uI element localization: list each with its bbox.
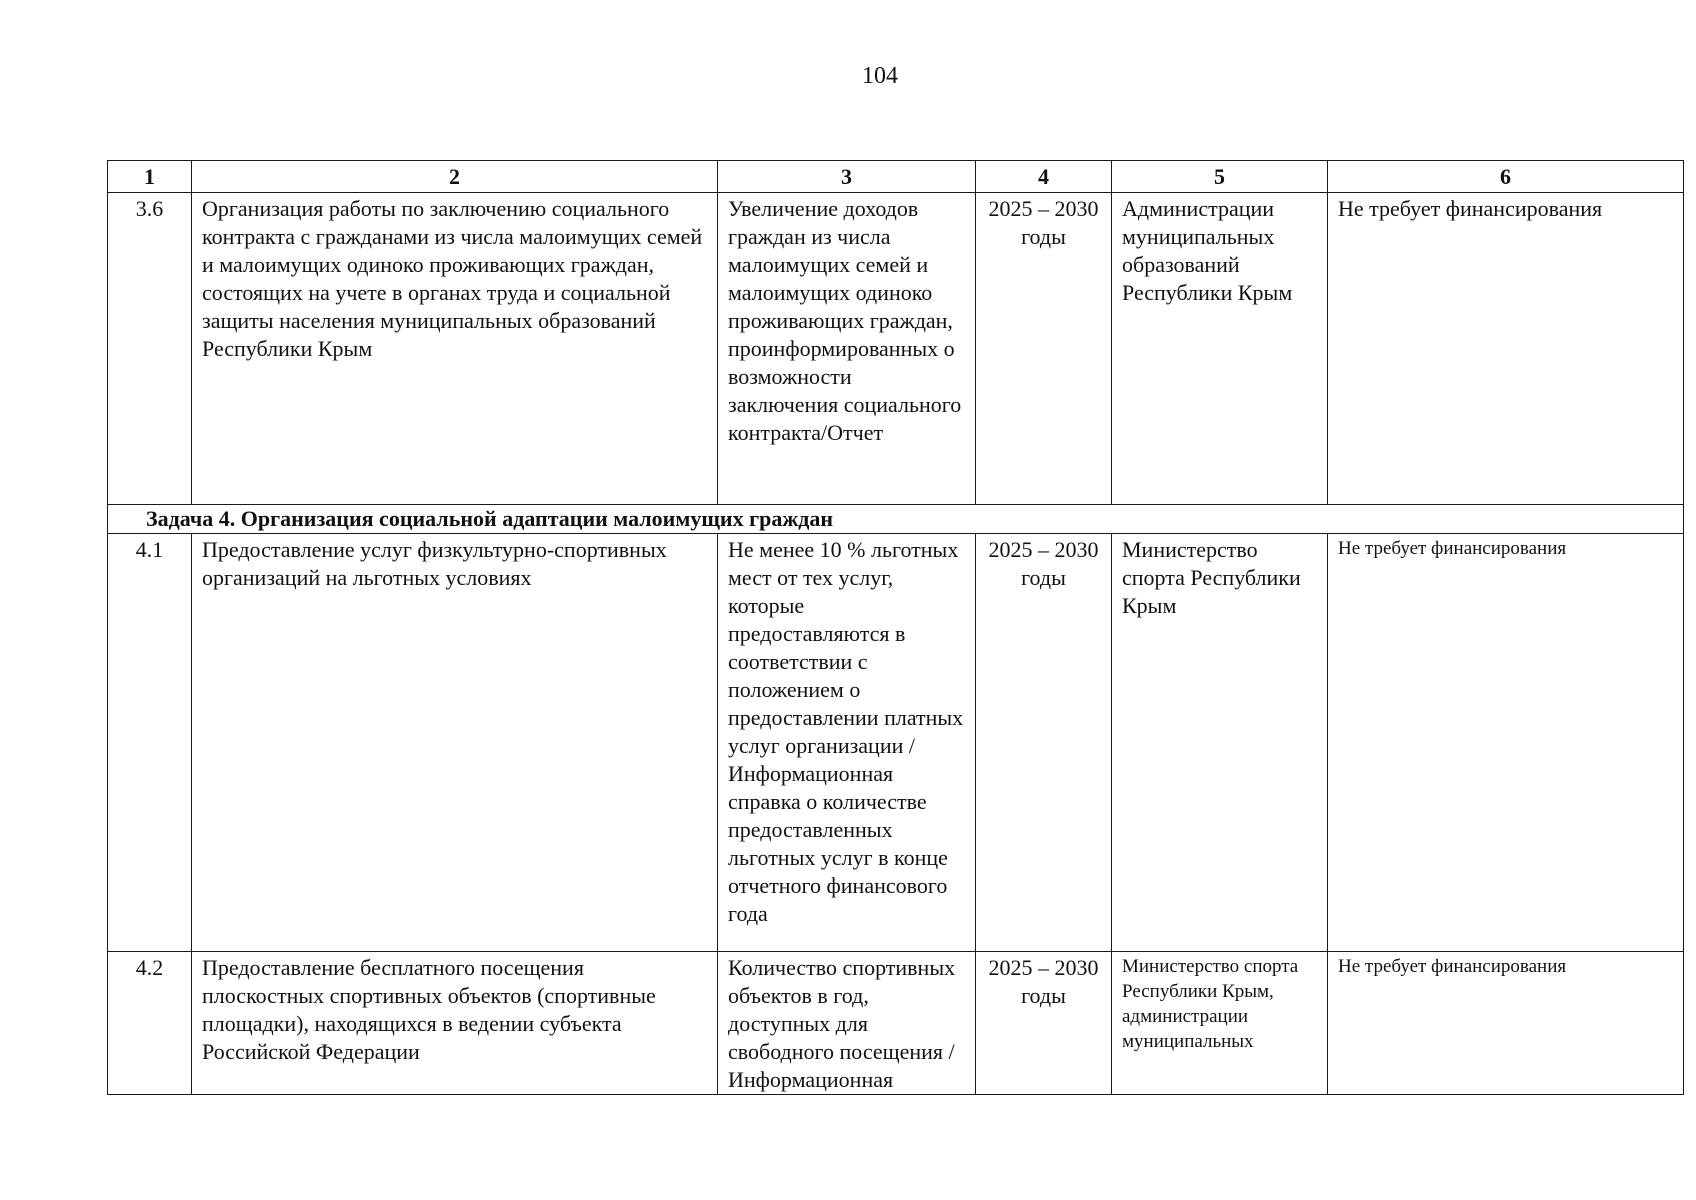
period-cell: 2025 – 2030 годы — [976, 534, 1112, 952]
activity-cell: Предоставление бесплатного посещения плоскостных спортивных объектов (спортивные площадки), находящихся в ведении субъекта Российской Федерации — [192, 952, 718, 1095]
column-header-2: 2 — [192, 161, 718, 193]
executor-cell: Администрации муниципальных образований Республики Крым — [1112, 193, 1328, 505]
row-number: 4.1 — [108, 534, 192, 952]
table-row — [108, 193, 1684, 505]
result-cell: Не менее 10 % льготных мест от тех услуг, которые предоставляются в соответствии с положением о предоставлении платных услуг организации / Информационная справка о количестве предоставленных льготных услуг в конце отчетного финансового года — [718, 534, 976, 952]
section-title: Задача 4. Организация социальной адаптации малоимущих граждан — [108, 505, 1684, 534]
table-row — [108, 534, 1684, 952]
funding-cell: Не требует финансирования — [1328, 534, 1684, 952]
column-header-5: 5 — [1112, 161, 1328, 193]
funding-cell: Не требует финансирования — [1328, 193, 1684, 505]
table-row — [108, 952, 1684, 1095]
table-header-row — [108, 161, 1684, 193]
column-header-3: 3 — [718, 161, 976, 193]
row-number: 4.2 — [108, 952, 192, 1095]
result-cell: Увеличение доходов граждан из числа малоимущих семей и малоимущих одиноко проживающих граждан, проинформированных о возможности заключения социального контракта/Отчет — [718, 193, 976, 505]
period-cell: 2025 – 2030 годы — [976, 193, 1112, 505]
period-cell: 2025 – 2030 годы — [976, 952, 1112, 1095]
result-cell: Количество спортивных объектов в год, доступных для свободного посещения / Информационная — [718, 952, 976, 1095]
section-row — [108, 505, 1684, 534]
funding-cell: Не требует финансирования — [1328, 952, 1684, 1095]
activity-cell: Предоставление услуг физкультурно-спортивных организаций на льготных условиях — [192, 534, 718, 952]
executor-cell: Министерство спорта Республики Крым, администрации муниципальных — [1112, 952, 1328, 1095]
executor-cell: Министерство спорта Республики Крым — [1112, 534, 1328, 952]
activity-cell: Организация работы по заключению социального контракта с гражданами из числа малоимущих семей и малоимущих одиноко проживающих граждан, состоящих на учете в органах труда и социальной защиты населения муниципальных образований Республики Крым — [192, 193, 718, 505]
page-number: 104 — [862, 63, 898, 89]
column-header-4: 4 — [976, 161, 1112, 193]
column-header-6: 6 — [1328, 161, 1684, 193]
plan-table — [107, 160, 1684, 1095]
row-number: 3.6 — [108, 193, 192, 505]
column-header-1: 1 — [108, 161, 192, 193]
